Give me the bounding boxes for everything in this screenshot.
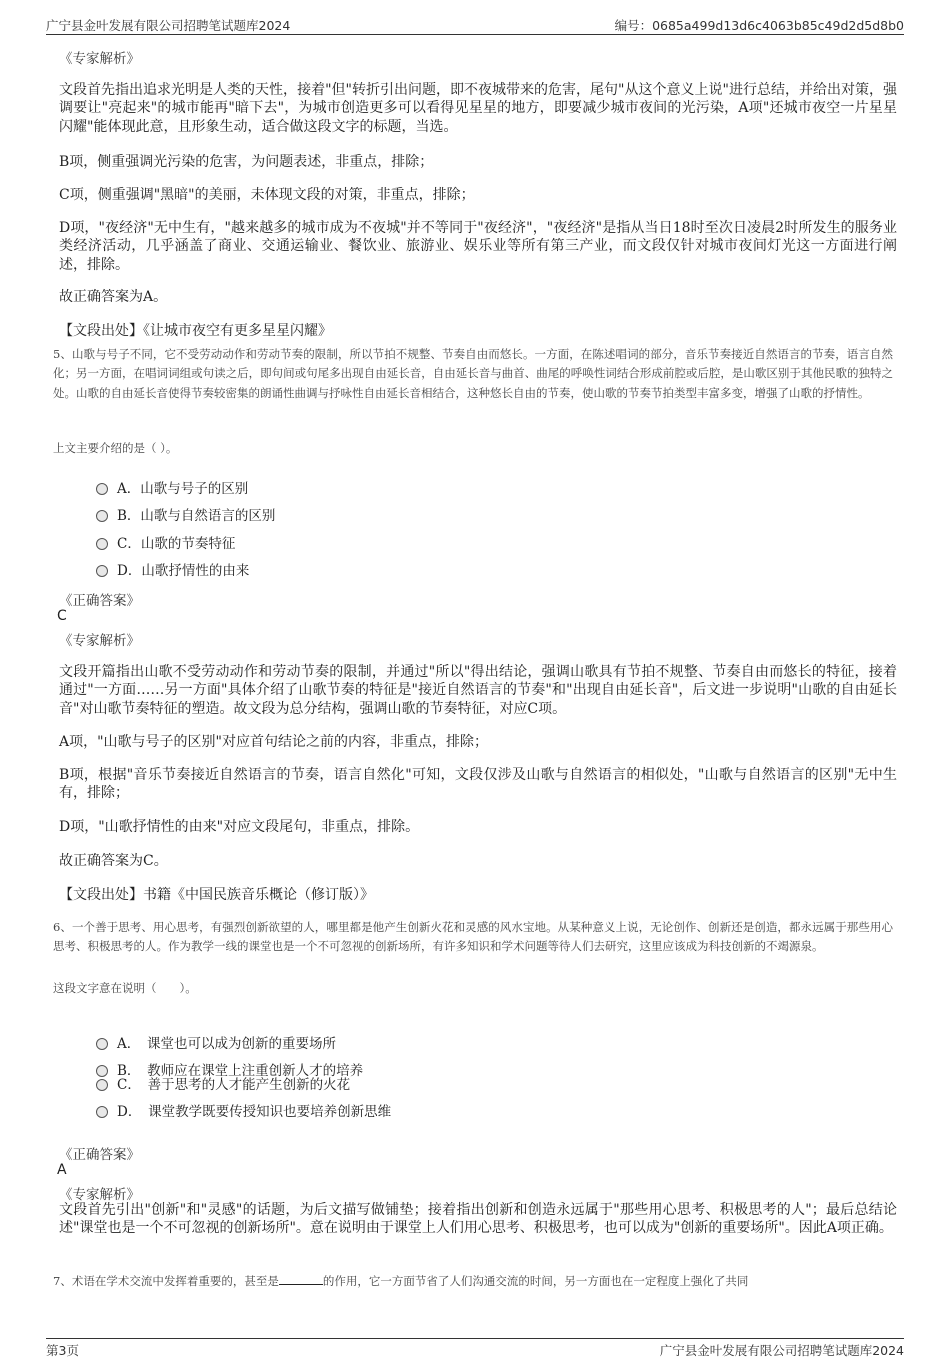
q4-analysis-p1: 文段首先指出追求光明是人类的天性，接着"但"转折引出问题，即不夜城带来的危害，尾句"从这个意义上说"进行总结，并给出对策，强调要让"亮起来"的城市能再"暗下去"，为城市创造更多可以看得见星星的地方，即要减少城市夜间的光污染，A项"还城市夜空一片星星闪耀"能体现此意，且形象生动，适合做这段文字的标题，当选。 [59,82,897,135]
q6-expert-label: 《专家解析》 [59,1187,140,1203]
q5-expert-label: 《专家解析》 [59,633,140,649]
q7-stem-before: 7、术语在学术交流中发挥着重要的，甚至是 [53,1274,279,1288]
q7-blank [279,1272,323,1285]
radio-icon[interactable] [96,510,108,522]
q6-option-c-label: C． 善于思考的人才能产生创新的火花 [117,1077,351,1093]
q5-analysis-p1: 文段开篇指出山歌不受劳动动作和劳动节奏的限制，并通过"所以"得出结论，强调山歌具有节拍不规整、节奏自由而悠长的特征，接着通过"一方面……另一方面"具体介绍了山歌节奏的特征是"接近自然语言的节奏"和"出现自由延长音"，后文进一步说明"山歌的自由延长音"对山歌节奏特征的塑造。故文段为总分结构，强调山歌的节奏特征，对应C项。 [59,664,897,717]
radio-icon[interactable] [96,565,108,577]
page-header [46,14,904,35]
q6-analysis-p1: 文段首先引出"创新"和"灵感"的话题，为后文描写做铺垫；接着指出创新和创造永远属于"那些用心思考、积极思考的人"；最后总结论述"课堂也是一个不可忽视的创新场所"。意在说明由于课堂上人们用心思考、积极思考，也可以成为"创新的重要场所"。因此A项正确。 [59,1202,897,1237]
q6-answer-label: 《正确答案》 [59,1147,140,1163]
q5-option-b[interactable] [96,504,496,524]
q4-source: 【文段出处】《让城市夜空有更多星星闪耀》 [59,323,332,339]
q5-analysis-p4: D项，"山歌抒情性的由来"对应文段尾句，非重点，排除。 [59,819,420,835]
q5-option-d-label: D．山歌抒情性的由来 [117,563,250,579]
q5-source: 【文段出处】书籍《中国民族音乐概论（修订版）》 [59,887,374,903]
page-footer [46,1338,904,1359]
q4-analysis-p3: C项，侧重强调"黑暗"的美丽，未体现文段的对策，非重点，排除； [59,187,475,203]
radio-icon[interactable] [96,538,108,550]
radio-icon[interactable] [96,1106,108,1118]
radio-icon[interactable] [96,483,108,495]
q5-answer: C [57,608,67,624]
q4-conclusion: 故正确答案为A。 [59,289,168,305]
q6-option-a-row [96,1032,556,1052]
q6-option-c[interactable] [96,1073,556,1093]
q4-analysis-p4: D项，"夜经济"无中生有，"越来越多的城市成为不夜城"并不等同于"夜经济"，"夜经济"是指从当日18时至次日凌晨2时所发生的服务业类经济活动，几乎涵盖了商业、交通运输业、餐饮业、旅游业、娱乐业等所有第三产业，而文段仅针对城市夜间灯光这一方面进行阐述，排除。 [59,220,897,273]
q6-option-a-label: A． 课堂也可以成为创新的重要场所 [117,1036,336,1052]
header-title: 广宁县金叶发展有限公司招聘笔试题库2024 [46,18,291,33]
q5-answer-label: 《正确答案》 [59,593,140,609]
q6-answer: A [57,1162,67,1178]
q6-option-d-label: D． 课堂教学既要传授知识也要培养创新思维 [117,1104,392,1120]
q7-stem [53,1272,893,1291]
q4-expert-label: 《专家解析》 [59,51,140,67]
footer-title: 广宁县金叶发展有限公司招聘笔试题库2024 [659,1343,904,1358]
q5-question: 上文主要介绍的是（ ）。 [53,441,178,455]
q5-stem: 5、山歌与号子不同，它不受劳动动作和劳动节奏的限制，所以节拍不规整、节奏自由而悠长。一方面，在陈述唱词的部分，音乐节奏接近自然语言的节奏，语言自然化；另一方面，在唱词词组或句读之后，即句间或句尾多出现自由延长音，自由延长音与曲首、曲尾的呼唤性词结合形成前腔或后腔，是山歌区别于其他民歌的独特之处。山歌的自由延长音使得节奏较密集的朗诵性曲调与抒咏性自由延长音相结合，这种悠长自由的节奏，使山歌的节奏节拍类型丰富多变，增强了山歌的抒情性。 [53,347,893,400]
q5-option-a-label: A．山歌与号子的区别 [117,481,249,497]
q5-option-c[interactable] [96,532,496,552]
q5-option-a[interactable] [96,477,496,497]
q6-question: 这段文字意在说明（ ）。 [53,981,197,995]
radio-icon[interactable] [96,1079,108,1091]
q6-option-b-label: B． 教师应在课堂上注重创新人才的培养 [117,1063,364,1079]
q5-option-b-label: B．山歌与自然语言的区别 [117,508,276,524]
q7-stem-after: 的作用，它一方面节省了人们沟通交流的时间，另一方面也在一定程度上强化了共同 [322,1274,749,1288]
q5-option-d[interactable] [96,559,496,579]
q5-analysis-p3: B项，根据"音乐节奏接近自然语言的节奏，语言自然化"可知，文段仅涉及山歌与自然语言的相似处，"山歌与自然语言的区别"无中生有，排除； [59,767,897,802]
q4-analysis-p2: B项，侧重强调光污染的危害，为问题表述，非重点，排除； [59,154,434,170]
header-doc-id: 编号：0685a499d13d6c4063b85c49d2d5d8b0 [614,18,904,33]
q6-stem: 6、一个善于思考、用心思考，有强烈创新欲望的人，哪里都是他产生创新火花和灵感的风水宝地。从某种意义上说，无论创作、创新还是创造，都永远属于那些用心思考、积极思考的人。作为教学一线的课堂也是一个不可忽视的创新场所，有许多知识和学术问题等待人们去研究，这里应该成为科技创新的不竭源泉。 [53,920,893,954]
q5-conclusion: 故正确答案为C。 [59,853,168,869]
q5-analysis-p2: A项，"山歌与号子的区别"对应首句结论之前的内容，非重点，排除； [59,734,488,750]
footer-page-number: 第3页 [46,1343,79,1358]
q6-option-d[interactable] [96,1100,556,1120]
q5-option-c-label: C．山歌的节奏特征 [117,536,236,552]
